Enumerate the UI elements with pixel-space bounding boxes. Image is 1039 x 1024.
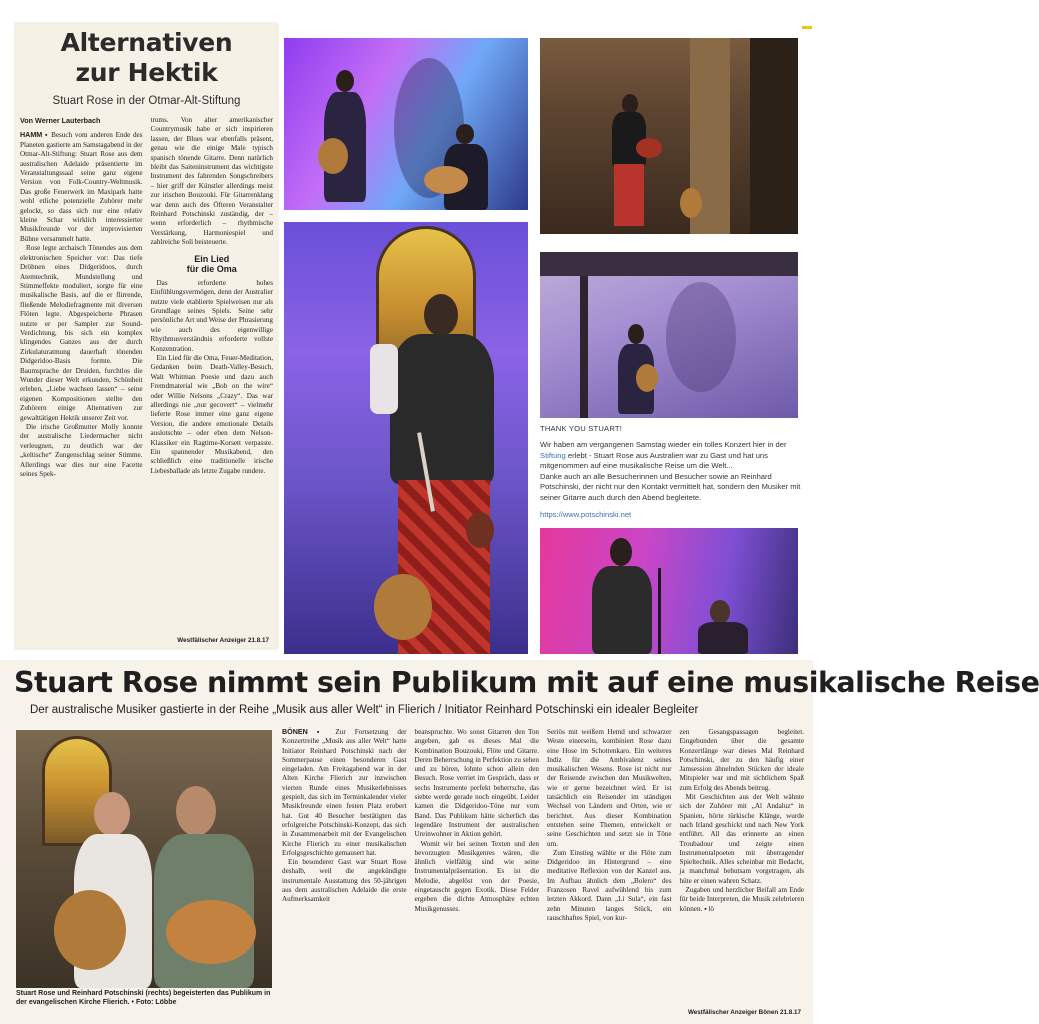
bottom-paragraph-5: Seriös mit weißem Hemd und schwarzer Weste einerseits, kombiniert Rose dazu eine Hose im Schottenkaro. Ein weiteres Indiz für die Ambivalenz seines musikalischen Wesens. Rose ist nicht nur der Reisende zwischen den Musikwelten, wie er gerne bezeichnet wird. Er ist tatsächlich ein Reisender im ständigen Wechsel von Ländern und Orten, wie er berichtet. Aus dieser Kombination entstehen seine Themen, entwickelt er seine Geschichten und setzt sie in Töne um. bbox=[547, 728, 672, 848]
top-paragraph-4: trums. Von alter amerikanischer Countrymusik habe er sich inspirieren lassen, der Blues war ebenfalls präsent, genau wie die einige Male typisch spanisch tönende Gitarre. Denn natürlich bleibt das Saiteninstrument das wichtigste Instrument des fahrenden Songschreibers – hier griff der Künstler allerdings meist zur irischen Bouzouki. Für Gitarrenklang war denn auch des Öfteren Veranstalter Reinhard Potschinski zuständig, der – wenn erforderlich – rhythmische Verstärkung, Harmoniespiel und zahlreiche Soli beisteuerte. bbox=[150, 116, 273, 247]
guitar-icon bbox=[636, 138, 662, 158]
performer-head bbox=[610, 538, 632, 566]
top-paragraph-1-text: Besuch vom anderen Ende des Planeten gastierte am Samstagabend in der Otmar-Alt-Stiftung: Stuart Rose aus dem australischen Adelaide präsentierte im Veranstaltungssaal seine ganz eigene Version von Folk-Country-Weltmusik. Das große Feuerwerk im Maxipark hatte wohl etliche potenzielle Zuhörer mehr gelockt, so dass sich nur eine relativ kleine Schar wirklich interessierter Musikfreunde vor der improvisierten Bühne versammelt hatte. bbox=[20, 131, 143, 243]
top-headline bbox=[20, 28, 273, 88]
top-subhead: Stuart Rose in der Otmar-Alt-Stiftung bbox=[52, 95, 241, 107]
performer-head bbox=[336, 70, 354, 92]
bottom-paragraph-1-text: ▪ Zur Fortsetzung der Konzertreihe „Musik aus aller Welt“ hatte Initiator Reinhard Potschinski nach der Sommerpause einen besonderen Gast eingeladen. Am Freitagabend war in der Alten Kirche Flierich zur inzwischen vierten Runde eines Musikerlebnisses gespielt, das sich im Terminkalender vieler Musikfreunde einen festen Platz erobert hat. Gut 40 Besucher bestätigten das erfolgreiche Potschinski-Konzept, das sich in Zusammenarbeit mit der Evangelischen Kirche Flierich zu einer musikalischen Erfolgsgeschichte gemausert hat. bbox=[282, 728, 407, 857]
top-paragraph-2: Rose legte archaisch Tönendes aus dem elektronischen Speicher vor: Das tiefe Dröhnen eines Didgeridoos, durch Atemtechnik, Mundstellung und Stimmeffekte moduliert, sorgte für eine musikalische Basis, auf die er flirrende, fließende Melodiefragmente mit diversen Flöten legte. Abgespeicherte Phrasen nutzte er per Sampler zur Sound-Verdichtung, bis sich ein komplex klingendes Ganzes aus der durch Zirkulaturatmung dauerhaft tönenden Didgeridoo-Basis formte. Die Baumsprache der Druiden, furchtlos die Wunder dieser Welt erkunden, Schönheit erleben, „Liebe wachsen lassen“ – seine eigenen Kompositionen stellte den Zuhörern einige Alternativen zur gewalttätigen Hektik unserer Zeit vor. bbox=[20, 244, 143, 422]
bottom-subhead: Der australische Musiker gastierte in der Reihe „Musik aus aller Welt“ in Flierich / Initiator Reinhard Potschinski ein idealer Begleiter bbox=[30, 704, 699, 716]
microphone-stand-icon bbox=[658, 568, 661, 654]
top-headline-line1: Alternativen bbox=[60, 28, 233, 57]
bottom-article-columns bbox=[282, 728, 804, 1010]
top-paragraph-1: HAMM ▪ Besuch vom anderen Ende des Planeten gastierte am Samstagabend in der Otmar-Alt-Stiftung: Stuart Rose aus dem australischen Adelaide präsentierte im Veranstaltungssaal seine ganz eigene Version von Folk-Country-Weltmusik. Das große Feuerwerk im Maxipark hatte wohl etliche potenzielle Zuhörer mehr gelockt, so dass sich nur eine relativ kleine Schar wirklich interessierter Musikfreunde vor der improvisierten Bühne versammelt hatte. bbox=[20, 131, 143, 243]
bottom-paragraph-6: Zum Einstieg wählte er die Flöte zum Didgeridoo im Hintergrund – eine meditative Reflexion von der Kanzel aus. Im Aufbau ähnlich dem „Bolero“ des Franzosen Ravel aufwühlend bis zum letzten Akkord. Dann „Li Sula“, ein fast zehn Minuten langes Stück, ein rauschhaftes Spiel, von kur- bbox=[547, 848, 672, 922]
guitar-icon bbox=[166, 900, 256, 964]
interhead bbox=[151, 254, 274, 274]
guitarist-head bbox=[710, 600, 730, 624]
photo-caption: Stuart Rose und Reinhard Potschinski (rechts) begeisterten das Publikum in der evangelischen Kirche Flierich. • Foto: Löbbe bbox=[16, 990, 271, 1006]
photo-flute-player bbox=[284, 222, 528, 654]
bottom-paragraph-7: zen Gesangspassagen begleitet. Eingebunden über die gesamte Konzertlänge war dieses Mal Reinhard Potschinski, der zu den häufig einer Jamsession ähnelnden Stücken der ideale Mitspieler war und mit sichtlichem Spaß zum Erfolg des Abends beitrug. bbox=[679, 728, 804, 792]
bottom-paragraph-8: Mit Geschichten aus der Welt wähnte sich der Zuhörer mit „Al Andaluz“ in Spanien, hörte türkische Klänge, wurde nach Irland geschickt und nach New York entführt. All das erinnerte an einen Troubadour und zeigte einen Instrumentalpoeten mit überragender Spieltechnik. Alles scheinbar mit Bedacht, ja manchmal behutsam vorgetragen, als hüte er einen wahren Schatz. bbox=[679, 793, 804, 885]
byline: Von Werner Lauterbach bbox=[20, 116, 101, 125]
bouzouki-icon bbox=[54, 890, 126, 970]
photo-duo-on-stage bbox=[284, 38, 528, 210]
guitar-icon bbox=[318, 138, 348, 174]
top-source: Westfälischer Anzeiger 21.8.17 bbox=[177, 637, 269, 644]
bottom-paragraph-2: Ein besonderer Gast war Stuart Rose deshalb, weil die angekündigte instrumentale Ausstattung des 50-jährigen aus dem australischen Adelaide die erste Aufmerksamkeit bbox=[282, 858, 407, 904]
top-column-1 bbox=[20, 116, 143, 479]
top-paragraph-6: Ein Lied für die Oma, Feuer-Meditation, Gedanken beim Death-Valley-Besuch, Walt Whitman Poesie und dazu auch Fremdmaterial wie „Bob on the wire“ oder Willie Nelsons „Crazy“. Das war allerdings nie „nur gecovert“ – vielmehr lieferte Rose immer eine ganz eigene Version, die andere emotionale Details auslotschte – oder eben dem Nelson-Klassiker ein Ragtime-Korsett verpasste. Ein spannender Musikabend, den schließlich eine traditionelle irische Liebesballade als letzte Zugabe rundete. bbox=[150, 353, 273, 475]
guitar-icon bbox=[466, 512, 494, 548]
top-paragraph-5: Das erforderte hohes Einfühlungsvermögen, denn der Australier nutzte viele etablierte Spielweisen nur als Grundlage seines Spiels. Seine sehr persönliche Art und Weise der Phrasierung wie auch des eigenwillige Rhythmusverständnis erforderte vollste Konzentration. bbox=[150, 278, 273, 353]
wall-pillar bbox=[580, 276, 588, 418]
photo-microphone-performance bbox=[540, 528, 798, 654]
top-headline-line2: zur Hektik bbox=[75, 58, 218, 87]
post-url-link[interactable]: https://www.potschinski.net bbox=[540, 509, 632, 519]
top-article bbox=[14, 22, 279, 650]
performer-vest bbox=[390, 334, 494, 484]
potschinski-face bbox=[176, 786, 216, 836]
tartan-trousers bbox=[614, 164, 644, 226]
dateline: HAMM bbox=[20, 131, 43, 140]
performer-head bbox=[424, 294, 458, 336]
top-column-2 bbox=[151, 116, 274, 479]
bottom-paragraph-1 bbox=[282, 728, 407, 858]
guitarist-body bbox=[698, 622, 748, 654]
post-body-text: Wir haben am vergangenen Samstag wieder ein tolles Konzert hier in der bbox=[540, 440, 787, 449]
bottom-headline: Stuart Rose nimmt sein Publikum mit auf eine musikalische Reise bbox=[14, 666, 1039, 699]
organ-pipes bbox=[750, 38, 798, 234]
post-body-thanks: Danke auch an alle Besucherinnen und Besucher sowie an Reinhard Potschinski, der nicht nur den Kontakt vermittelt hat, sondern den Musiker mit seiner Gitarre auch durch den Abend begleitete. bbox=[540, 471, 801, 502]
white-sleeve bbox=[370, 344, 398, 414]
bottom-paragraph-9: Zugaben und herzlicher Beifall am Ende für beide Interpreten, die Musik zelebrieren können. ▪ lö bbox=[679, 886, 805, 913]
bottom-column-1 bbox=[282, 728, 407, 1010]
post-body-text-2: erlebt - Stuart Rose aus Australien war zu Gast und hat uns mitgenommen auf eine musikalische Reise um die Welt... bbox=[540, 450, 768, 471]
bouzouki-icon bbox=[680, 188, 702, 218]
photo-two-musicians bbox=[16, 730, 272, 988]
top-paragraph-3: Die irische Großmutter Molly konnte der australische Liedermacher nicht verleugnen, zu deutlich war der „keltische“ Zungenschlag seiner Stimme. Allerdings war dies nur eine Facette seines Spek- bbox=[20, 423, 143, 479]
post-hashtag-link[interactable]: Stiftung bbox=[540, 450, 566, 460]
stuart-rose-face bbox=[94, 792, 130, 836]
bottom-column-4 bbox=[680, 728, 805, 1010]
ceiling-beam bbox=[540, 252, 798, 276]
bouzouki-icon bbox=[374, 574, 432, 640]
performer-head bbox=[628, 324, 644, 344]
corner-mark bbox=[802, 26, 812, 29]
performer-vest bbox=[592, 566, 652, 654]
bottom-column-3 bbox=[547, 728, 672, 1010]
bottom-paragraph-3: beanspruchte. Wo sonst Gitarren den Ton angeben, gab es dieses Mal die Kombination Bouzouki, Flöte und Gitarre. Deren Beherrschung in Perfektion zu sehen und zu hören, lohnte schon allein den Besuch. Rose verriet im Gespräch, dass er sechs Instrumente perfekt beherrsche, das siebte werde gerade noch eingeübt. Leider kamen die Didgeridoo-Töne nur vom Band. Das Publikum hätte sicherlich das legendäre Instrument der australischen Ureinwohner in Aktion gehört. bbox=[414, 728, 539, 839]
bottom-source: Westfälischer Anzeiger Bönen 21.8.17 bbox=[687, 1009, 801, 1016]
bottom-paragraph-4: Womit wir bei seinen Texten und den bevorzugten Musikgenres wären, die ähnlich vielfältig sind wie seine Instrumentalpräsentation. Es ist die Melodie, abgelöst von der Poesie, eingetauscht gegen Exotik. Diese Felder ergeben die dichte Atmosphäre echten Musikgenusses. bbox=[414, 839, 539, 913]
guitarist-head bbox=[456, 124, 474, 144]
post-body bbox=[540, 440, 802, 504]
social-post bbox=[540, 424, 802, 519]
photo-church-performance bbox=[540, 38, 798, 234]
wall-shadow bbox=[666, 282, 736, 392]
post-title: THANK YOU STUART! bbox=[540, 424, 623, 433]
bottom-column-2 bbox=[415, 728, 540, 1010]
guitar-icon bbox=[636, 364, 658, 392]
top-article-columns bbox=[20, 116, 273, 479]
photo-hall-performance bbox=[540, 252, 798, 418]
bottom-dateline: BÖNEN bbox=[282, 728, 308, 736]
guitar-icon bbox=[424, 166, 468, 194]
interhead-line2: für die Oma bbox=[186, 263, 237, 274]
interhead-line1: Ein Lied bbox=[194, 253, 230, 264]
performer-head bbox=[622, 94, 638, 114]
